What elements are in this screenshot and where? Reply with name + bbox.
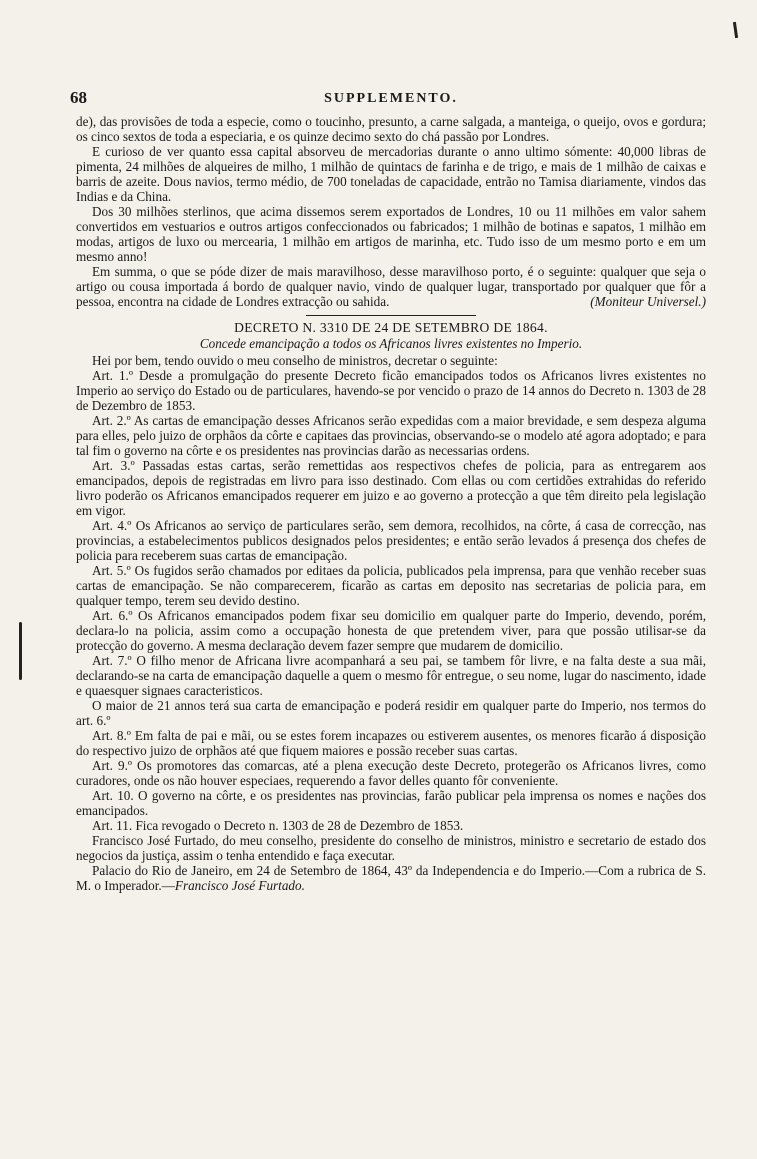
decree-article-5: Art. 5.º Os fugidos serão chamados por editaes da policia, publicados pela imprensa, para que venhão receber suas cartas de emancipação. Se não comparecerem, ficarão as cartas em deposito nas secretarias de policia para, em qualquer tempo, terem seu devido destino.	[76, 563, 706, 608]
decree-place-date	[76, 863, 706, 893]
binding-mark	[733, 22, 738, 38]
decree-closing: Francisco José Furtado, do meu conselho, presidente do conselho de ministros, ministro e secretario de estado dos negocios da justiça, assim o tenha entendido e faça executar.	[76, 833, 706, 863]
page-header	[70, 88, 706, 110]
article-paragraph-4	[76, 264, 706, 309]
decree-article-11: Art. 11. Fica revogado o Decreto n. 1303 de 28 de Dezembro de 1853.	[92, 818, 464, 833]
decree-article-7-paragraph: O maior de 21 annos terá sua carta de emancipação e poderá residir em qualquer parte do Imperio, nos termos do art. 6.º	[76, 698, 706, 728]
decree-article-1: Art. 1.º Desde a promulgação do presente Decreto ficão emancipados todos os Africanos livres existentes no Imperio ao serviço do Estado ou de particulares, havendo-se por vencido o prazo de 14 annos do Decreto n. 1303 de 28 de Dezembro de 1853.	[76, 368, 706, 413]
decree-article-8: Art. 8.º Em falta de pai e mãi, ou se estes forem incapazes ou estiverem ausentes, os menores ficarão á disposição do respectivo juizo de orphãos até que fiquem maiores e possão receber suas cartas.	[76, 728, 706, 758]
section-divider	[306, 315, 476, 316]
decree-title: DECRETO N. 3310 DE 24 DE SETEMBRO DE 1864.	[234, 320, 548, 335]
page-number: 68	[70, 88, 87, 107]
decree-article-4: Art. 4.º Os Africanos ao serviço de particulares serão, sem demora, recolhidos, na côrte, á casa de correcção, nas provincias, a estabelecimentos publicos designados pelos presidentes; e então serão levados á presença dos chefes de policia para receberem suas cartas de emancipação.	[76, 518, 706, 563]
decree-article-3: Art. 3.º Passadas estas cartas, serão remettidas aos respectivos chefes de policia, para as entregarem aos emancipados, depois de registradas em livro para isso destinado. Com ellas ou com certidões extrahidas do referido livro poderão os Africanos emancipados requerer em juizo e ao governo a protecção a que têm direito pela legislação em vigor.	[76, 458, 706, 518]
running-title: SUPPLEMENTO.	[324, 91, 458, 106]
decree-place-date-text: Palacio do Rio de Janeiro, em 24 de Setembro de 1864, 43º da Independencia e do Imperio.—Com a rubrica de S. M. o Imperador.—	[76, 863, 706, 893]
decree-intro: Hei por bem, tendo ouvido o meu conselho de ministros, decretar o seguinte:	[92, 353, 498, 368]
decree-subtitle: Concede emancipação a todos os Africanos livres existentes no Imperio.	[199, 336, 583, 351]
decree-article-2: Art. 2.º As cartas de emancipação desses Africanos serão expedidas com a maior brevidade, e sem despeza alguma para elles, pelo juizo de orphãos da côrte e capitaes das provincias, observando-se o modelo até agora adoptado; e para tal fim o governo na côrte e os presidentes nas provincias darão as necessarias ordens.	[76, 413, 706, 458]
article-paragraph-2: E curioso de ver quanto essa capital absorveu de mercadorias durante o anno ultimo sómente: 40,000 libras de pimenta, 24 milhões de alqueires de milho, 1 milhão de quintacs de farinha e de trigo, e mais de 1 milhão de caixas e barris de azeite. Dous navios, termo médio, de 700 toneladas de capacidade, entrão no Tamisa diariamente, vindos das Indias e da China.	[76, 144, 706, 204]
decree-signature: Francisco José Furtado.	[174, 878, 305, 893]
decree-article-6: Art. 6.º Os Africanos emancipados podem fixar seu domicilio em qualquer parte do Imperio, devendo, porém, declara-lo na policia, assim como a occupação honesta de que pretendem viver, para que possão utilisar-se da protecção do governo. A mesma declaração devem fazer sempre que mudarem de domicilio.	[76, 608, 706, 653]
decree-article-7: Art. 7.º O filho menor de Africana livre acompanhará a seu pai, se tambem fôr livre, e na falta deste a sua mãi, declarando-se na carta de emancipação daquelle a quem o mesmo fôr entregue, o seu nome, lugar do nascimento, idade e quaesquer signaes caracteristicos.	[76, 653, 706, 698]
margin-bracket-mark	[19, 622, 22, 680]
article-paragraph-1: de), das provisões de toda a especie, como o toucinho, presunto, a carne salgada, a manteiga, o queijo, ovos e gordura; os cinco sextos de toda a especiaria, e os quinze decimo sexto do chá passão por Londres.	[76, 114, 706, 144]
article-source: (Moniteur Universel.)	[590, 294, 706, 309]
article-paragraph-4-text: Em summa, o que se póde dizer de mais maravilhoso, desse maravilhoso porto, é o seguinte: qualquer que seja o artigo ou cousa importada á bordo de qualquer navio, vindo de qualquer lugar, transportado por qualquer que fôr a pessoa, encontra na cidade de Londres extracção ou sahida.	[76, 264, 706, 309]
decree-article-9: Art. 9.º Os promotores das comarcas, até a plena execução deste Decreto, protegerão os Africanos livres, como curadores, onde os não houver especiaes, requerendo a favor delles quanto fôr conveniente.	[76, 758, 706, 788]
article-paragraph-3: Dos 30 milhões sterlinos, que acima dissemos serem exportados de Londres, 10 ou 11 milhões em valor sahem convertidos em vestuarios e outros artigos confeccionados ou fabricados; 1 milhão de botinas e sapatos, 1 milhão em modas, artigos de luxo ou mercearia, 1 milhão em artigos de marinha, etc. Tudo isso de um mesmo porto e em um mesmo anno!	[76, 204, 706, 264]
decree-article-10: Art. 10. O governo na côrte, e os presidentes nas provincias, farão publicar pela imprensa os nomes e nações dos emancipados.	[76, 788, 706, 818]
page-content	[70, 88, 706, 893]
